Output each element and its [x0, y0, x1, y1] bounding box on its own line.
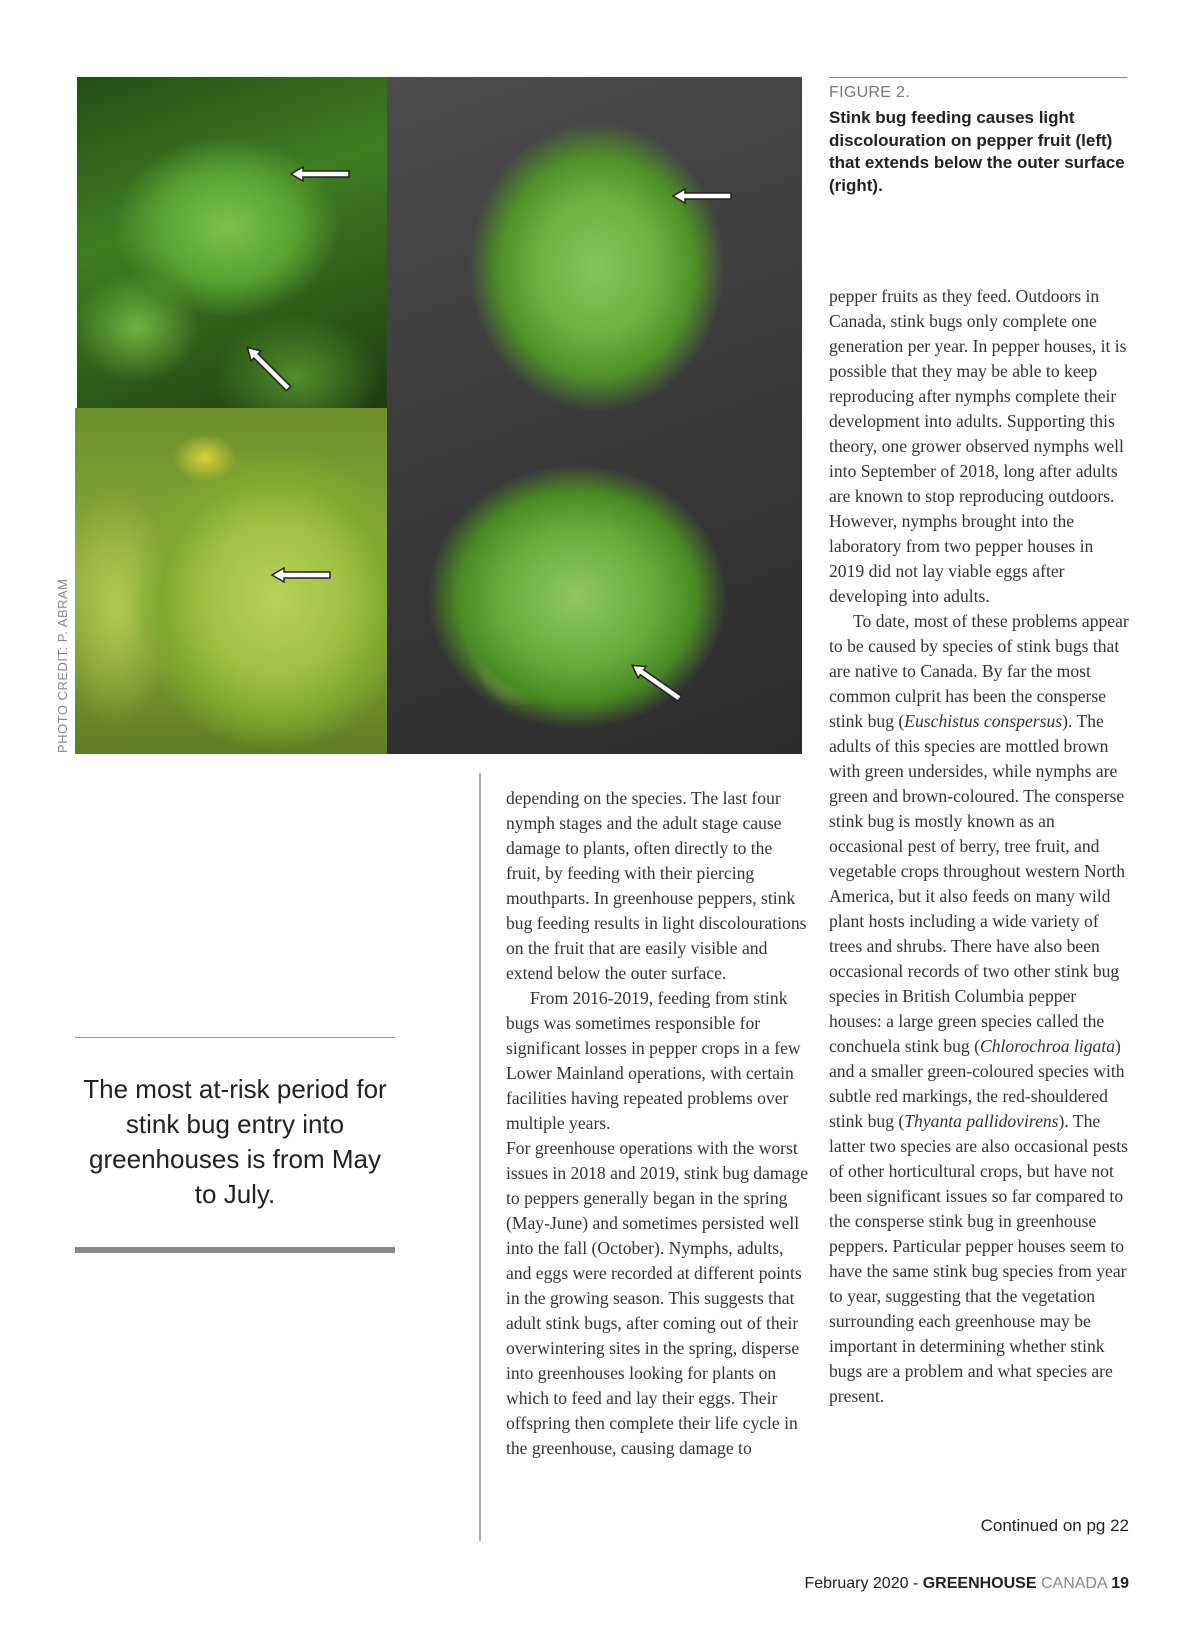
body-paragraph: From 2016-2019, feeding from stink bugs was sometimes responsible for significant losses in pepper crops in a few Lower Mainland operations, with certain facilities having repeated problems over multiple years. [506, 988, 801, 1133]
caption-rule [829, 77, 1127, 78]
figure-label: FIGURE 2. [829, 84, 910, 101]
text-run: To date, most of these problems appear to be caused by species of stink bugs that are native to Canada. By far the most common culprit has been the consperse stink bug ( [829, 611, 1129, 731]
body-paragraph: For greenhouse operations with the worst issues in 2018 and 2019, stink bug damage to peppers generally began in the spring (May-June) and sometimes persisted well into the fall (October). Nymphs, adults, and eggs were recorded at different points in the growing season. This suggests that adult stink bugs, after coming out of their overwintering sites in the spring, disperse into greenhouses looking for plants on which to feed and lay their eggs. Their offspring then complete their life cycle in the greenhouse, causing damage to [506, 1138, 808, 1458]
arrow-icon [289, 165, 351, 183]
arrow-icon [625, 657, 686, 707]
page-footer [700, 1575, 1129, 1593]
continued-note: Continued on pg 22 [980, 1516, 1129, 1535]
body-column-right [829, 284, 1129, 1409]
arrow-icon [240, 340, 297, 397]
footer-magazine-name: GREENHOUSE [922, 1575, 1037, 1592]
column-divider [479, 773, 481, 1541]
pull-quote: The most at-risk period for stink bug entry into greenhouses is from May to July. [83, 1074, 387, 1209]
pull-quote-rule-bottom [75, 1247, 395, 1253]
footer-date: February 2020 - [804, 1575, 923, 1592]
text-run: ). The adults of this species are mottled brown with green undersides, while nymphs are green and brown-coloured. The consperse stink bug is mostly known as an occasional pest of berry, tree fruit, and vegetable crops throughout western North America, but it also feeds on many wild plant hosts including a wide variety of trees and shrubs. There have also been occasional records of two other stink bug species in British Columbia pepper houses: a large green species called the conchuela stink bug ( [829, 711, 1126, 1056]
photo-credit: PHOTO CREDIT: P. ABRAM [55, 578, 70, 753]
pull-quote-rule-top [75, 1037, 395, 1038]
photo-pepper-discoloured-bottom [75, 408, 387, 754]
scientific-name: Thyanta pallidovirens [904, 1111, 1059, 1131]
photo-pepper-cut-open [387, 77, 802, 754]
scientific-name: Euschistus conspersus [904, 711, 1063, 731]
text-run: ). The latter two species are also occasional pests of other horticultural crops, but have not been significant issues so far compared to the consperse stink bug in greenhouse peppers. Particular pepper houses seem to have the same stink bug species from year to year, suggesting that the vegetation surrounding each greenhouse may be important in determining whether stink bugs are a problem and what species are present. [829, 1111, 1128, 1406]
scientific-name: Chlorochroa ligata [979, 1036, 1116, 1056]
body-column-middle [506, 786, 808, 1461]
page-number: 19 [1111, 1575, 1129, 1592]
body-paragraph: pepper fruits as they feed. Outdoors in Canada, stink bugs only complete one generation per year. In pepper houses, it is possible that they may be able to keep reproducing after nymphs complete their development into adults. Supporting this theory, one grower observed nymphs well into September of 2018, long after adults are known to stop reproducing outdoors. However, nymphs brought into the laboratory from two pepper houses in 2019 did not lay viable eggs after developing into adults. [829, 286, 1127, 606]
figure-caption: Stink bug feeding causes light discolouration on pepper fruit (left) that extends below the outer surface (right). [829, 108, 1125, 195]
footer-magazine-suffix: CANADA [1036, 1575, 1112, 1592]
arrow-icon [270, 566, 332, 584]
body-paragraph [829, 609, 1129, 1409]
text-run: ) and a smaller green-coloured species with subtle red markings, the red-shouldered stink bug ( [829, 1036, 1125, 1131]
body-paragraph: depending on the species. The last four nymph stages and the adult stage cause damage to plants, often directly to the fruit, by feeding with their piercing mouthparts. In greenhouse peppers, stink bug feeding results in light discolourations on the fruit that are easily visible and extend below the outer surface. [506, 788, 807, 983]
arrow-icon [671, 187, 733, 205]
photo-pepper-discoloured-top [77, 77, 387, 408]
